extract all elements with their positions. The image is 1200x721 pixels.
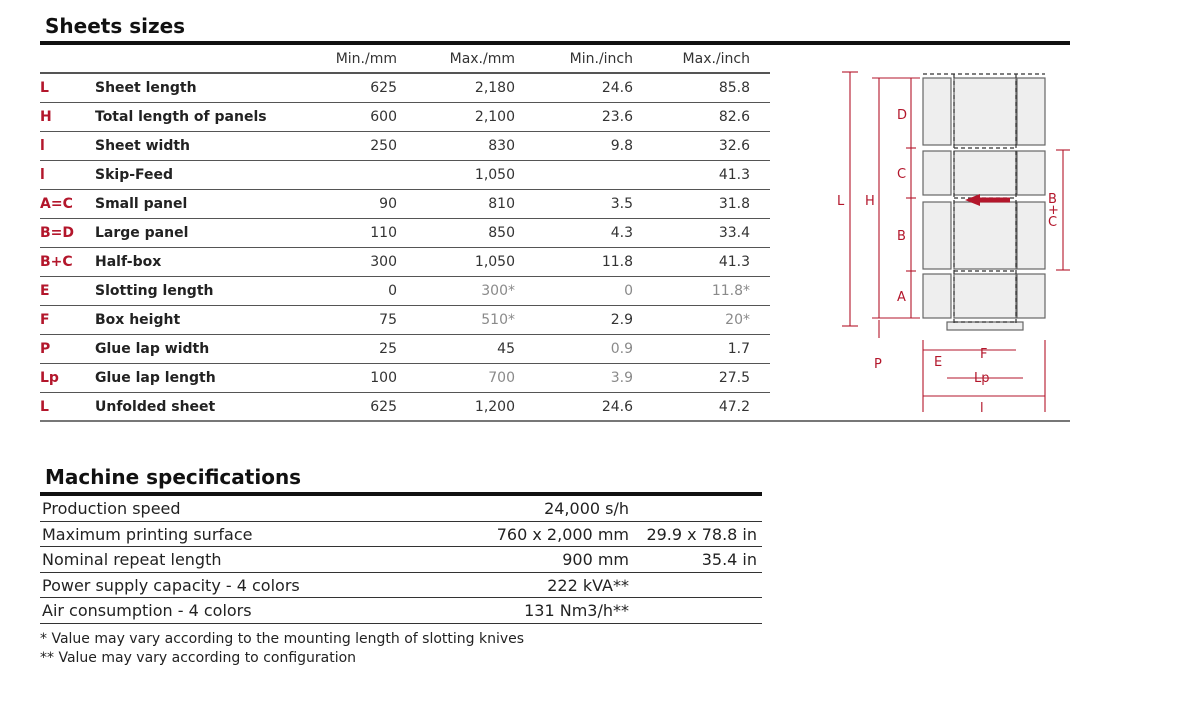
spec-row [40,598,762,624]
spec-label: Air consumption - 4 colors [42,601,252,620]
sheet-min-mm: 100 [370,369,397,386]
sheet-min-mm: 625 [370,79,397,96]
sheet-max-mm: 2,100 [474,108,515,125]
spec-inch: 29.9 x 78.8 in [646,524,757,544]
spec-value: 222 kVA** [547,575,629,595]
sheet-code: l [40,166,45,183]
header-max-inch: Max./inch [682,51,750,67]
label-Lp: Lp [974,371,990,386]
sheet-max-mm: 300* [481,282,515,299]
sheet-code: Lp [40,369,59,386]
sheet-max-mm: 700 [488,369,515,386]
sheet-row [40,248,770,277]
sheet-row [40,103,770,132]
sheet-code: B=D [40,224,75,241]
sheet-min-inch: 0.9 [610,340,633,357]
sheet-max-inch: 85.8 [718,79,750,96]
sheet-row [40,190,770,219]
spec-row [40,496,762,522]
sheet-min-mm: 90 [379,195,397,212]
label-l: l [980,401,984,416]
sheet-max-mm: 45 [497,340,515,357]
sheet-name: Box height [95,311,181,328]
sheets-sizes-title: Sheets sizes [45,14,186,38]
sheet-name: Slotting length [95,282,214,299]
sheet-max-mm: 1,050 [474,166,515,183]
sheet-row [40,132,770,161]
sheet-name: Skip-Feed [95,166,174,183]
panel-d-right [1017,78,1045,145]
sheet-code: A=C [40,195,73,212]
sheet-max-mm: 1,050 [474,253,515,270]
sheets-title-rule [40,41,1070,45]
header-max-mm: Max./mm [449,51,515,67]
label-C: C [897,167,907,182]
spec-inch: 35.4 in [701,550,757,569]
machine-specs-rows [40,496,762,624]
label-A: A [897,290,906,305]
sheet-max-mm: 830 [488,137,515,154]
sheet-max-inch: 82.6 [718,108,750,125]
sheet-min-mm: 75 [379,311,397,328]
sheet-max-mm: 510* [481,311,515,328]
spec-label: Nominal repeat length [42,550,222,569]
sheet-name: Sheet length [95,79,197,96]
sheet-name: Unfolded sheet [95,398,216,415]
sheet-code: F [40,311,50,328]
panel-b-left [923,202,951,269]
sheet-max-mm: 810 [488,195,515,212]
sheet-min-inch: 24.6 [601,398,633,415]
header-min-mm: Min./mm [335,51,397,67]
sheet-code: B+C [40,253,73,270]
sheet-max-inch: 11.8* [711,282,750,299]
panel-d-left [923,78,951,145]
panel-c-center [954,151,1016,195]
sheet-code: P [40,340,51,357]
label-bc-plus: + [1048,203,1059,218]
sheet-max-inch: 33.4 [718,224,750,241]
panel-d-center [954,78,1016,145]
glue-lap [947,322,1023,330]
spec-label: Maximum printing surface [42,524,253,544]
sheet-max-inch: 31.8 [718,195,750,212]
box-dimension-diagram [830,60,1070,420]
label-bc-bottom: C [1048,215,1058,230]
sheet-max-inch: 32.6 [718,137,750,154]
label-F: F [980,347,988,362]
sheet-name: Total length of panels [95,108,267,125]
spec-value: 760 x 2,000 mm [496,524,629,544]
panel-c-left [923,151,951,195]
label-D: D [897,108,908,123]
sheet-row [40,335,770,364]
label-B: B [897,229,906,244]
sheet-min-mm: 250 [370,137,397,154]
panel-a-center [954,274,1016,318]
sheet-min-inch: 3.5 [610,195,633,212]
machine-specs-table [40,496,762,624]
panel-c-right [1017,151,1045,195]
footnote-2: ** Value may vary according to configuration [40,650,357,666]
sheet-row [40,364,770,393]
sheet-row [40,161,770,190]
machine-specs-title: Machine specifications [45,465,302,489]
sheet-row [40,74,770,103]
spec-value: 131 Nm3/h** [524,601,629,620]
sheet-code: L [40,79,49,96]
header-min-inch: Min./inch [569,51,633,67]
sheet-name: Glue lap length [95,369,216,386]
panel-a-left [923,274,951,318]
panel-a-right [1017,274,1045,318]
spec-label: Power supply capacity - 4 colors [42,575,300,595]
sheet-max-inch: 20* [725,311,750,328]
spec-value: 24,000 s/h [544,499,629,518]
sheet-max-inch: 47.2 [718,398,750,415]
footnotes [40,630,524,668]
sheet-min-mm: 600 [370,108,397,125]
sheet-name: Half-box [95,253,162,270]
sheet-name: Glue lap width [95,340,210,357]
sheets-rows [40,74,770,422]
sheet-min-mm: 0 [388,282,397,299]
spec-row [40,547,762,573]
sheet-row [40,306,770,335]
label-L: L [837,194,845,209]
sheet-min-mm: 25 [379,340,397,357]
sheet-code: l [40,137,45,154]
sheet-min-inch: 24.6 [601,79,633,96]
sheets-bottom-rule [40,420,1070,422]
sheet-max-mm: 2,180 [474,79,515,96]
sheet-name: Large panel [95,224,189,241]
label-P: P [874,357,882,372]
sheet-max-inch: 1.7 [727,340,750,357]
sheet-max-mm: 850 [488,224,515,241]
sheet-min-inch: 23.6 [601,108,633,125]
sheet-code: H [40,108,52,125]
sheet-max-inch: 27.5 [718,369,750,386]
spec-row [40,573,762,599]
sheet-max-mm: 1,200 [474,398,515,415]
sheet-name: Small panel [95,195,188,212]
sheet-name: Sheet width [95,137,191,154]
sheet-row [40,393,770,422]
sheet-max-inch: 41.3 [718,253,750,270]
label-bc-top: B [1048,192,1057,207]
panel-b-right [1017,202,1045,269]
sheet-min-mm: 300 [370,253,397,270]
sheet-min-mm: 110 [370,224,397,241]
sheet-min-inch: 11.8 [601,253,633,270]
sheet-min-mm: 625 [370,398,397,415]
sheet-min-inch: 9.8 [610,137,633,154]
sheet-row [40,277,770,306]
label-E: E [934,355,943,370]
spec-value: 900 mm [562,550,629,569]
sheet-min-inch: 2.9 [610,311,633,328]
sheet-min-inch: 3.9 [610,369,633,386]
sheet-min-inch: 4.3 [610,224,633,241]
sheet-max-inch: 41.3 [718,166,750,183]
sheets-header-row [40,46,770,72]
sheet-row [40,219,770,248]
panel-b-center [954,202,1016,269]
label-H: H [865,194,875,209]
sheets-table [40,46,770,422]
sheet-code: E [40,282,50,299]
footnote-1: * Value may vary according to the mounting length of slotting knives [40,631,525,647]
spec-row [40,522,762,548]
sheet-code: L [40,398,49,415]
sheet-min-inch: 0 [624,282,633,299]
spec-label: Production speed [42,499,181,518]
